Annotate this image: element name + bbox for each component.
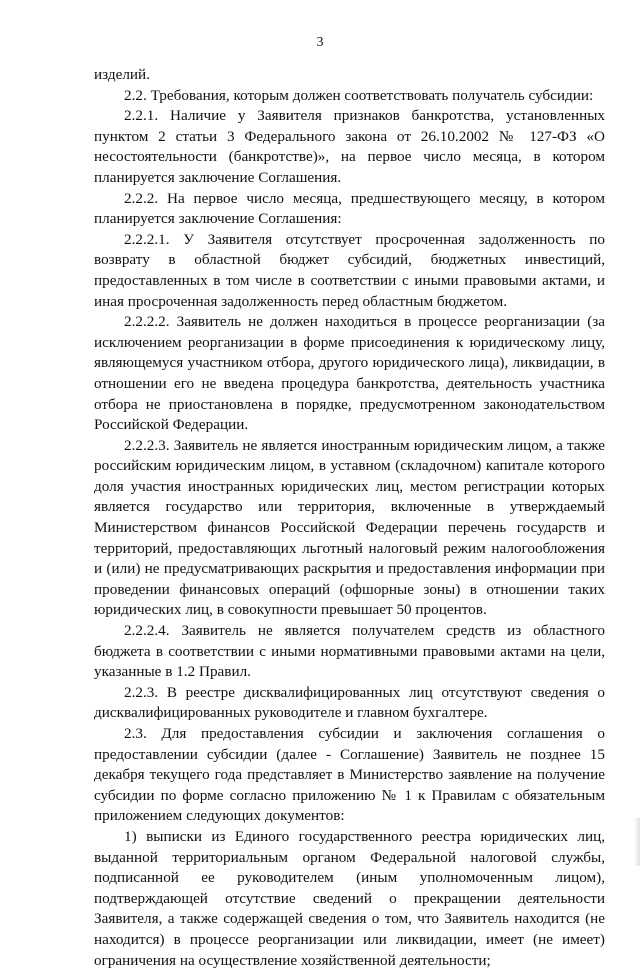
paragraph-2-2-2-2: 2.2.2.2. Заявитель не должен находиться в процессе реорганизации (за исключением реорганизации в форме присоединения к юридическому лицу, являющемуся участником отбора, другого юридического лица), ликвидации, в отношении его не введена процедура банкротства, деятельность участника отбора не приостановлена в порядке, предусмотренном законодательством Российской Федерации. bbox=[94, 313, 605, 434]
paragraph-2-2-2: 2.2.2. На первое число месяца, предшествующего месяцу, в котором планируется заключение Соглашения: bbox=[94, 189, 605, 228]
document-body bbox=[94, 65, 605, 971]
paragraph-2-2-2-3: 2.2.2.3. Заявитель не является иностранным юридическим лицом, а также российским юридическим лицом, в уставном (складочном) капитале которого доля участия иностранных юридических лиц, местом регистрации которых является государство или территория, включенные в утверждаемый Министерством финансов Российской Федерации перечень государств и территорий, предоставляющих льготный налоговый режим налогообложения и (или) не предусматривающих раскрытия и предоставления информации при проведении финансовых операций (офшорные зоны) в отношении таких юридических лиц, в совокупности превышает 50 процентов. bbox=[94, 436, 605, 619]
paragraph-2-3: 2.3. Для предоставления субсидии и заключения соглашения о предоставлении субсидии (далее - Соглашение) Заявитель не позднее 15 декабря текущего года представляет в Министерство заявление на получение субсидии по форме согласно приложению № 1 к Правилам с обязательным приложением следующих документов: bbox=[94, 725, 605, 825]
paragraph-2-2: 2.2. Требования, которым должен соответствовать получатель субсидии: bbox=[124, 86, 594, 104]
paragraph-2-2-3: 2.2.3. В реестре дисквалифицированных лиц отсутствуют сведения о дисквалифицированных руководителе и главном бухгалтере. bbox=[94, 683, 605, 722]
paragraph-2-2-2-4: 2.2.2.4. Заявитель не является получателем средств из областного бюджета в соответствии с иными нормативными правовыми актами на цели, указанные в 1.2 Правил. bbox=[94, 622, 605, 681]
paragraph-2-2-2-1: 2.2.2.1. У Заявителя отсутствует просроченная задолженность по возврату в областной бюджет субсидий, бюджетных инвестиций, предоставленных в том числе в соответствии с иными правовыми актами, и иная просроченная задолженность перед областным бюджетом. bbox=[94, 230, 605, 310]
paragraph-continuation: изделий. bbox=[94, 66, 150, 83]
paragraph-2-2-1: 2.2.1. Наличие у Заявителя признаков банкротства, установленных пунктом 2 статьи 3 Федерального закона от 26.10.2002 № 127-ФЗ «О несостоятельности (банкротстве)», на первое число месяца, в котором планируется заключение Соглашения. bbox=[94, 107, 605, 186]
page-number: 3 bbox=[316, 35, 324, 50]
list-item-1: 1) выписки из Единого государственного реестра юридических лиц, выданной территориальным органом Федеральной налоговой службы, подписанной ее руководителем (иным уполномоченным лицом), подтверждающей отсутствие сведений о прекращении деятельности Заявителя, а также содержащей сведения о том, что Заявитель находится (не находится) в процессе реорганизации или ликвидации, имеет (не имеет) ограничения на осуществление хозяйственной деятельности; bbox=[94, 827, 605, 969]
scan-edge-shadow bbox=[634, 818, 640, 866]
